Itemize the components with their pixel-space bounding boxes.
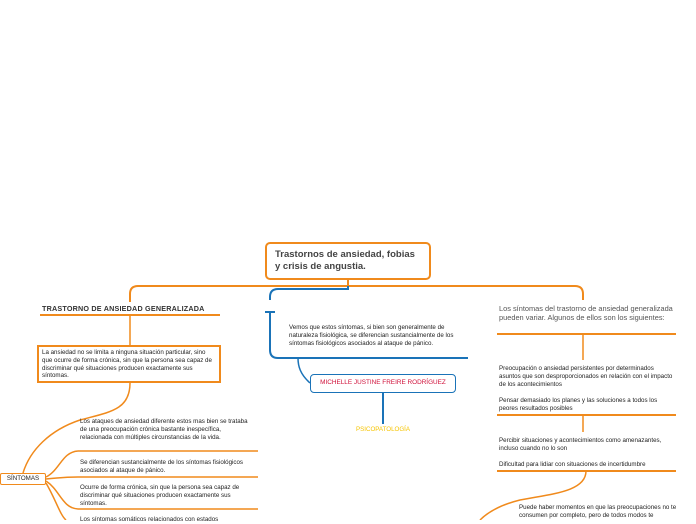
link-note-author [298,358,310,383]
right-item-5-text: Puede haber momentos en que las preocupaciones no te consumen por completo, pero de todos modos te [519,504,677,519]
sintoma-item-2-text: Se diferencian sustancialmente de los síntomas fisiológicos asociados al ataque de pánico. [80,459,244,474]
sintomas-topic[interactable] [0,473,46,485]
center-note-text: Vemos que estos síntomas, si bien son generalmente de naturaleza fisiológica, se diferencian sustancialmente de los síntomas fisiológicos asociados al ataque de pánico. [289,324,454,347]
subject-text: PSICOPATOLOGÍA [356,426,410,433]
topic-tag[interactable] [42,304,232,313]
author-box[interactable] [310,374,456,393]
right-item-4-text: Dificultad para lidiar con situaciones de incertidumbre [499,461,646,468]
sintoma-item-1[interactable] [80,418,252,441]
right-item-1[interactable] [499,365,675,388]
sintoma-item-2[interactable] [80,459,252,475]
link-sintomas-item-4 [46,483,66,520]
right-item-2[interactable] [499,397,675,413]
link-sintomas-item-2 [46,477,78,479]
sintoma-item-1-text: Los ataques de ansiedad diferente estos mas bien se trataba de una preocupación crónica bastante inespecífica, relacionada con múltiples circunstancias de la vida. [80,418,248,441]
root-topic[interactable] [265,242,431,280]
right-topic[interactable] [499,304,679,323]
right-item-2-text: Pensar demasiado los planes y las soluciones a todos los peores resultados posibles [499,397,658,412]
author-name: MICHELLE JUSTINE FREIRE RODRÍGUEZ [320,379,446,386]
right-item-1-text: Preocupación o ansiedad persistentes por determinados asuntos que son desproporcionados en relación con el impacto de los acontecimientos [499,365,673,388]
right-item-4[interactable] [499,461,675,469]
right-item-5[interactable] [519,504,691,520]
link-hub-right [348,286,583,300]
right-item-3-text: Percibir situaciones y acontecimientos como amenazantes, incluso cuando no lo son [499,437,662,452]
topic-tag-title: TRASTORNO DE ANSIEDAD GENERALIZADA [42,304,205,313]
tag-definition[interactable] [37,345,221,383]
sintoma-item-3[interactable] [80,484,252,507]
sintoma-item-4-text: Los síntomas somáticos relacionados con estados [80,516,219,523]
tag-definition-text: La ansiedad no se limita a ninguna situación particular, sino que ocurre de forma crónica, sin que la persona sea capaz de discriminar qué situaciones producen exactamente sus síntomas. [42,349,212,380]
center-note[interactable] [289,324,465,347]
sintoma-item-3-text: Ocurre de forma crónica, sin que la persona sea capaz de discriminar qué situaciones producen exactamente sus síntomas. [80,484,240,507]
root-title: Trastornos de ansiedad, fobias y crisis de angustia. [275,249,415,272]
link-sintomas-item-3 [46,481,78,509]
subject-label[interactable] [330,426,436,433]
link-sintomas-item-1 [46,451,78,477]
link-hub-blue [270,286,348,300]
right-item-3[interactable] [499,437,675,453]
sintomas-label: SÍNTOMAS [6,475,40,482]
right-topic-title: Los síntomas del trastorno de ansiedad generalizada pueden variar. Algunos de ellos son los siguientes: [499,304,673,323]
